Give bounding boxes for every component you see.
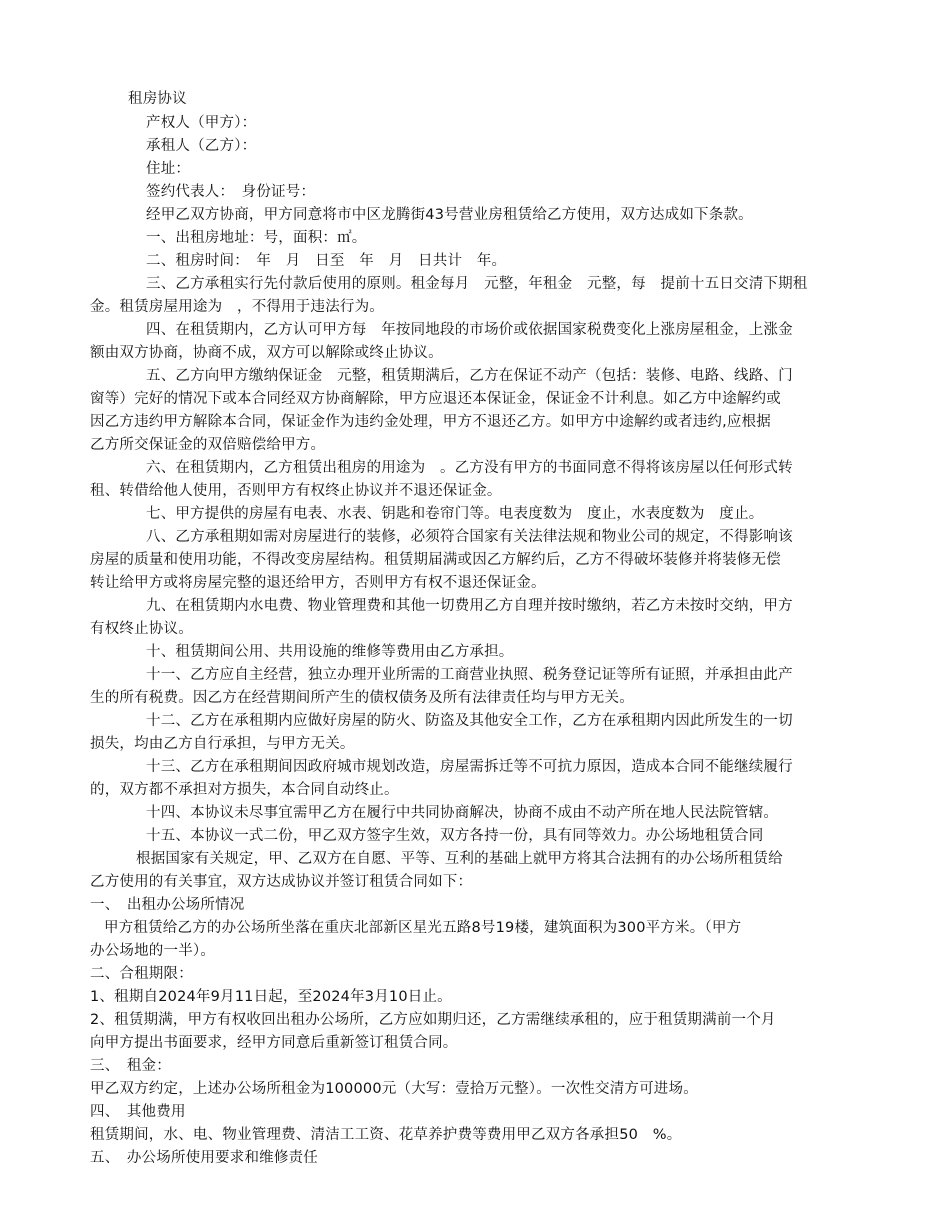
section-2-heading: 二、合租期限： — [90, 966, 193, 982]
clause-1-line: 一、出租房地址：号，面积：㎡。 — [146, 230, 367, 246]
clause-3-line: 金。租赁房屋用途为 ，不得用于违法行为。 — [90, 299, 384, 315]
clause-10-line: 十、租赁期间公用、共用设施的维修等费用由乙方承担。 — [146, 644, 514, 660]
clause-8-line: 房屋的质量和使用功能，不得改变房屋结构。租赁期届满或因乙方解约后，乙方不得破坏装修并将装修无偿 — [90, 552, 781, 568]
section-1-body-line: 甲方租赁给乙方的办公场所坐落在重庆北部新区星光五路8号19楼，建筑面积为300平方米。（甲方 — [104, 920, 742, 936]
clause-5-line: 乙方所交保证金的双倍赔偿给甲方。 — [90, 437, 326, 453]
section-1-heading: 一、 出租办公场所情况 — [90, 897, 245, 913]
clause-15-line: 十五、本协议一式二份，甲乙双方签字生效，双方各持一份，具有同等效力。办公场地租赁合同 — [146, 828, 764, 844]
clause-7-line: 七、甲方提供的房屋有电表、水表、钥匙和卷帘门等。电表度数为 度止，水表度数为 度止。 — [146, 506, 764, 522]
section-3-heading: 三、 租金： — [90, 1058, 171, 1074]
clause-11-line: 十一、乙方应自主经营，独立办理开业所需的工商营业执照、税务登记证等所有证照，并承担由此产 — [146, 667, 793, 683]
clause-12-line: 十二、乙方在承租期内应做好房屋的防火、防盗及其他安全工作，乙方在承租期内因此所发生的一切 — [146, 713, 793, 729]
clause-13-line: 十三、乙方在承租期间因政府城市规划改造，房屋需拆迁等不可抗力原因，造成本合同不能继续履行 — [146, 759, 793, 775]
address-line: 住址： — [146, 161, 191, 177]
clause-9-line: 九、在租赁期内水电费、物业管理费和其他一切费用乙方自理并按时缴纳，若乙方未按时交纳，甲方 — [146, 598, 793, 614]
clause-5-line: 五、乙方向甲方缴纳保证金 元整，租赁期满后，乙方在保证不动产（包括：装修、电路、线路、门 — [146, 368, 793, 384]
clause-5-line: 窗等）完好的情况下或本合同经双方协商解除，甲方应退还本保证金，保证金不计利息。如乙方中途解约或 — [90, 391, 781, 407]
office-lease-intro-line: 根据国家有关规定，甲、乙双方在自愿、平等、互利的基础上就甲方将其合法拥有的办公场所租赁给 — [136, 851, 783, 867]
section-2-item-2-line: 2、租赁期满，甲方有权收回出租办公场所，乙方应如期归还，乙方需继续承租的，应于租赁期满前一个月 — [90, 1012, 776, 1028]
clause-13-line: 的，双方都不承担对方损失，本合同自动终止。 — [90, 782, 399, 798]
section-2-item-2-line: 向甲方提出书面要求，经甲方同意后重新签订租赁合同。 — [90, 1035, 458, 1051]
clause-6-line: 六、在租赁期内，乙方租赁出租房的用途为 。乙方没有甲方的书面同意不得将该房屋以任何形式转 — [146, 460, 793, 476]
clause-5-line: 因乙方违约甲方解除本合同，保证金作为违约金处理，甲方不退还乙方。如甲方中途解约或者违约,应根据 — [90, 414, 772, 430]
preamble-line: 经甲乙双方协商，甲方同意将市中区龙腾街43号营业房租赁给乙方使用，双方达成如下条款。 — [146, 207, 753, 223]
office-lease-intro-line: 乙方使用的有关事宜，双方达成协议并签订租赁合同如下： — [90, 874, 473, 890]
clause-2-line: 二、租房时间： 年 月 日至 年 月 日共计 年。 — [146, 253, 507, 269]
section-1-body-line: 办公场地的一半）。 — [90, 943, 216, 959]
party-b-line: 承租人（乙方）： — [146, 138, 257, 154]
document-title: 租房协议 — [128, 91, 187, 107]
clause-3-line: 三、乙方承租实行先付款后使用的原则。租金每月 元整，年租金 元整，每 提前十五日交清下期租 — [146, 276, 808, 292]
clause-12-line: 损失，均由乙方自行承担，与甲方无关。 — [90, 736, 355, 752]
party-a-line: 产权人（甲方）： — [146, 115, 257, 131]
clause-8-line: 转让给甲方或将房屋完整的退还给甲方，否则甲方有权不退还保证金。 — [90, 575, 546, 591]
representative-line: 签约代表人： 身份证号： — [146, 184, 316, 200]
section-4-heading: 四、 其他费用 — [90, 1104, 186, 1120]
section-4-body: 租赁期间，水、电、物业管理费、清洁工工资、花草养护费等费用甲乙双方各承担50 %。 — [90, 1127, 682, 1143]
clause-9-line: 有权终止协议。 — [90, 621, 193, 637]
clause-4-line: 四、在租赁期内，乙方认可甲方每 年按同地段的市场价或依据国家税费变化上涨房屋租金，上涨金 — [146, 322, 793, 338]
clause-6-line: 租、转借给他人使用，否则甲方有权终止协议并不退还保证金。 — [90, 483, 502, 499]
clause-14-line: 十四、本协议未尽事宜需甲乙方在履行中共同协商解决，协商不成由不动产所在地人民法院管辖。 — [146, 805, 779, 821]
section-3-body: 甲乙双方约定，上述办公场所租金为100000元（大写：壹拾万元整）。一次性交清方可进场。 — [90, 1081, 698, 1097]
clause-4-line: 额由双方协商，协商不成，双方可以解除或终止协议。 — [90, 345, 443, 361]
clause-8-line: 八、乙方承租期如需对房屋进行的装修，必须符合国家有关法律法规和物业公司的规定，不得影响该 — [146, 529, 793, 545]
section-2-item-1: 1、租期自2024年9月11日起，至2024年3月10日止。 — [90, 989, 452, 1005]
section-5-heading: 五、 办公场所使用要求和维修责任 — [90, 1150, 318, 1166]
clause-11-line: 生的所有税费。因乙方在经营期间所产生的债权债务及所有法律责任均与甲方无关。 — [90, 690, 634, 706]
